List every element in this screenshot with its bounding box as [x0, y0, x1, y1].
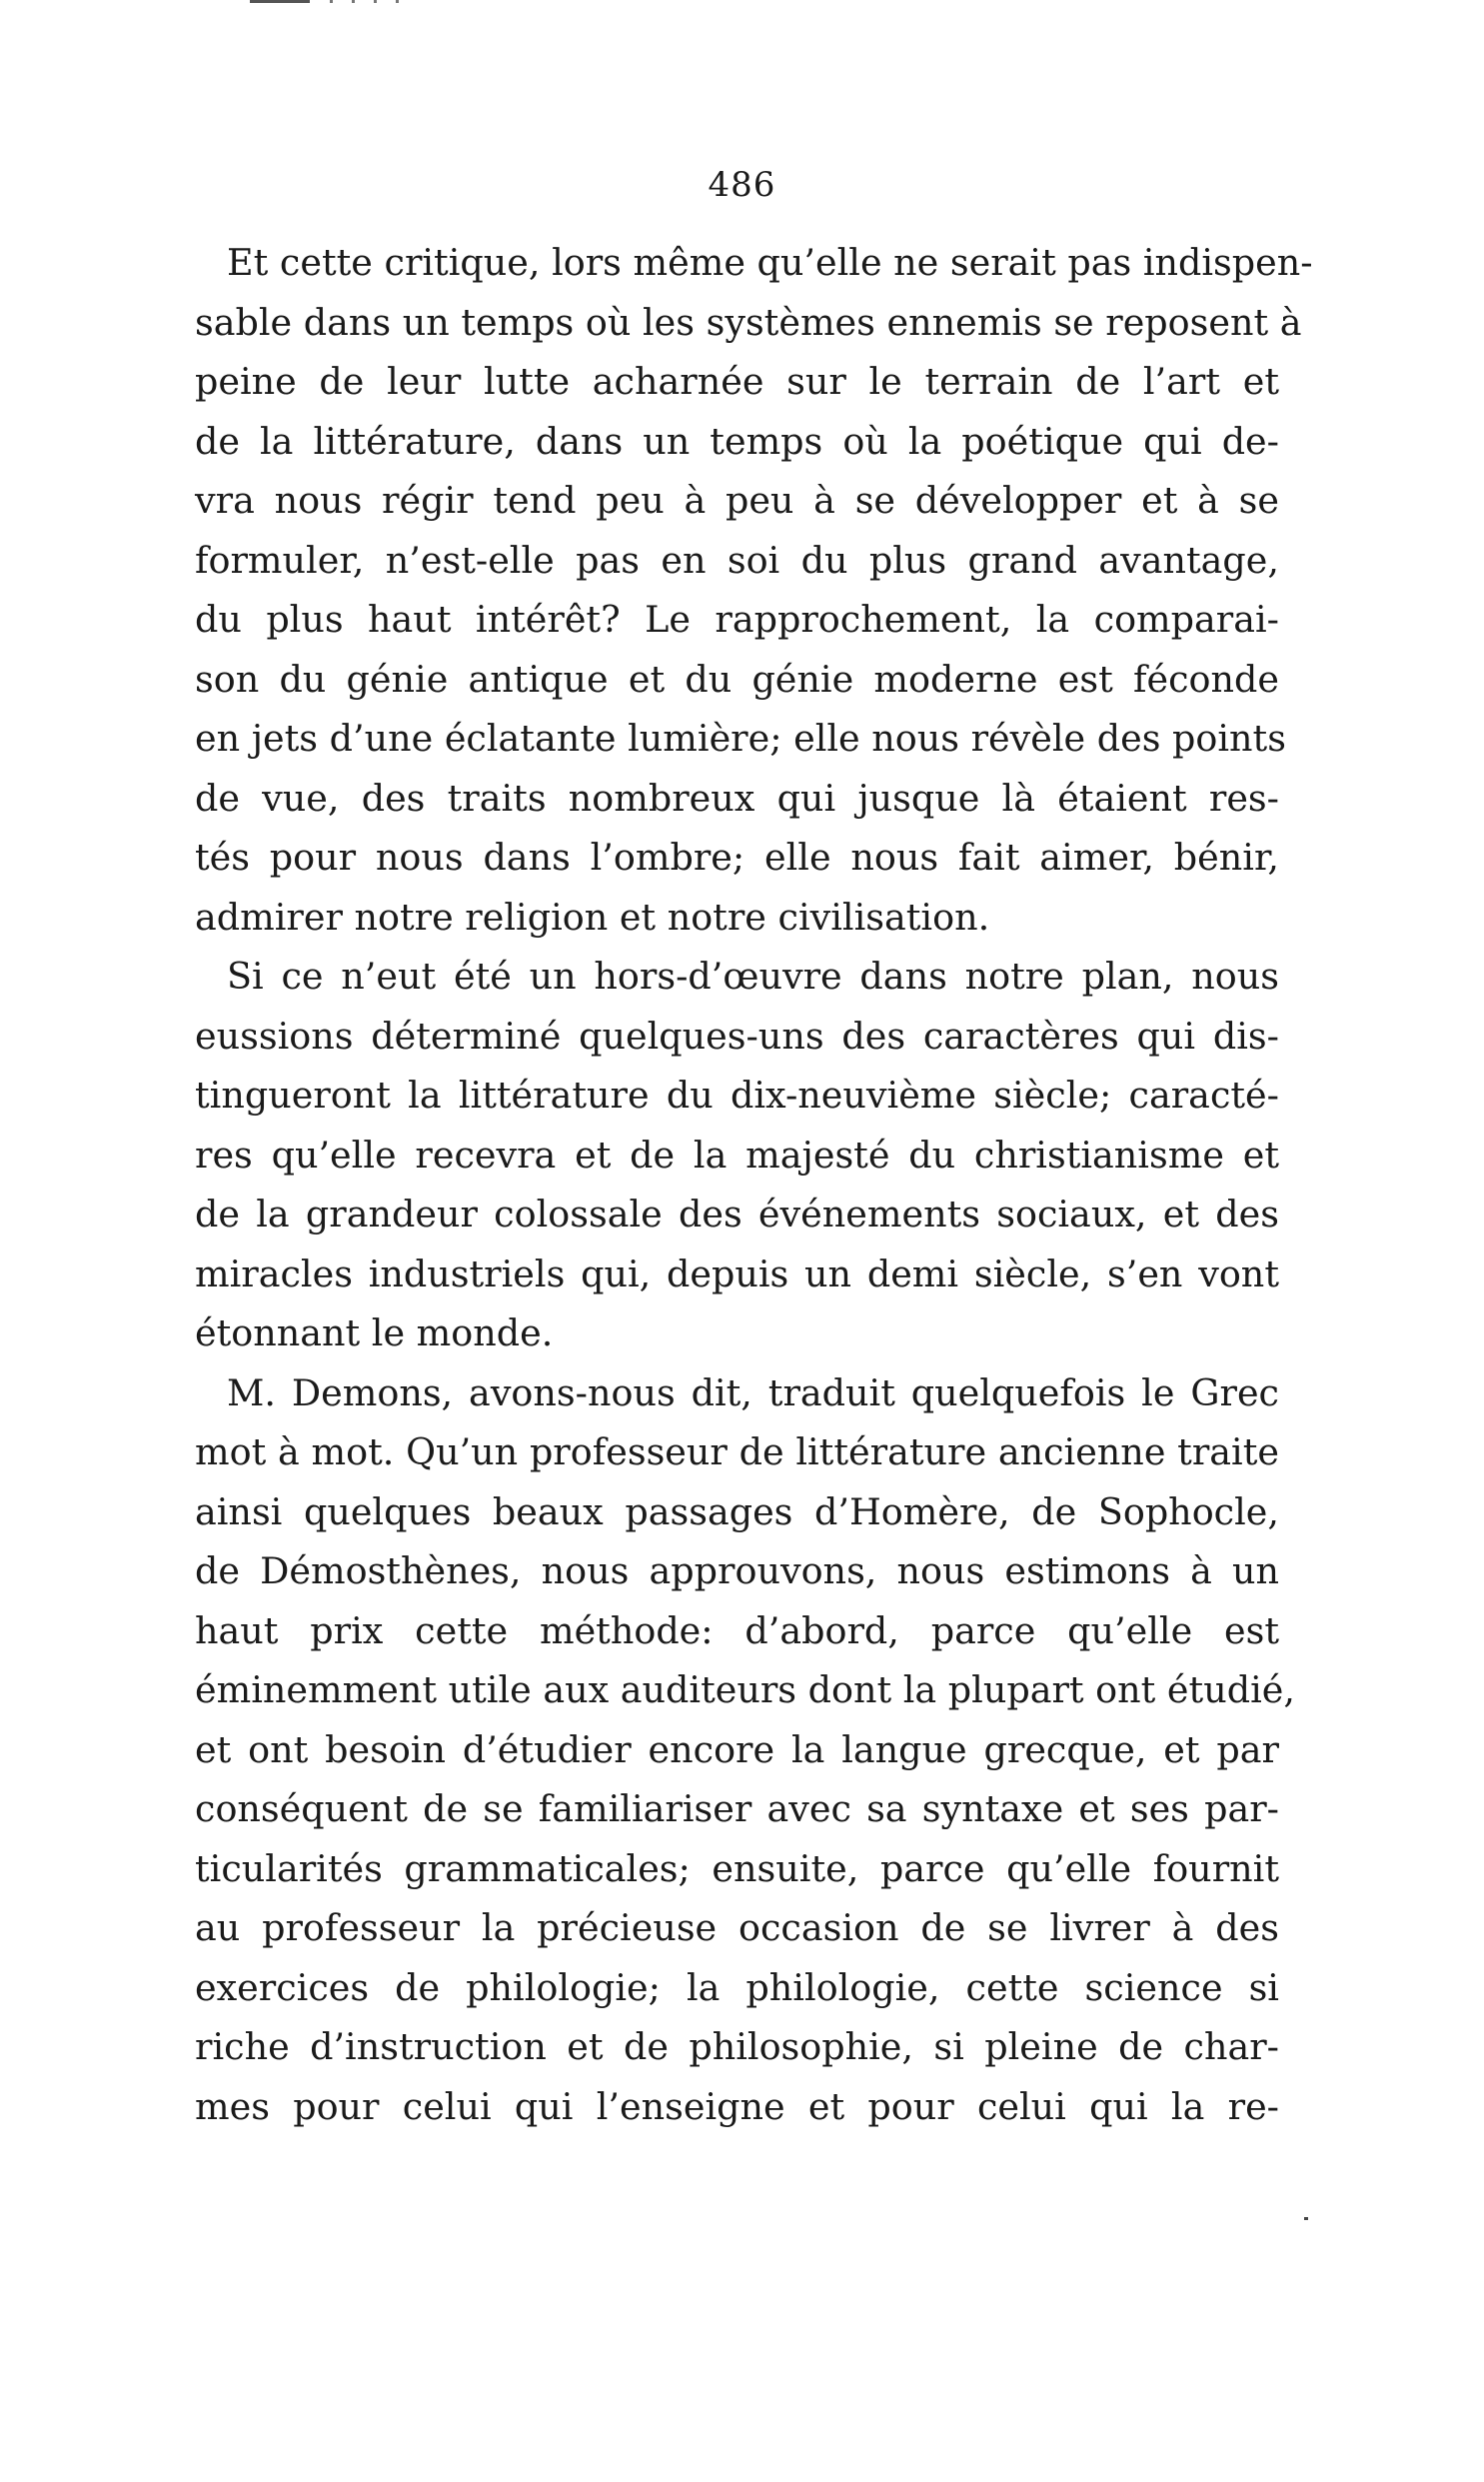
text-line: ainsi quelques beaux passages d’Homère, de Sophocle,	[195, 1489, 1279, 1533]
text-line: miracles industriels qui, depuis un demi siècle, s’en vont	[195, 1251, 1279, 1295]
text-line: tés pour nous dans l’ombre; elle nous fait aimer, bénir,	[195, 836, 1279, 879]
text-line: de la littérature, dans un temps où la poétique qui de-	[195, 419, 1279, 463]
text-line: au professeur la précieuse occasion de se livrer à des	[195, 1906, 1279, 1949]
text-line: mot à mot. Qu’un professeur de littérature ancienne traite	[195, 1430, 1279, 1473]
text-line: son du génie antique et du génie moderne est féconde	[195, 657, 1279, 701]
text-line: admirer notre religion et notre civilisation.	[195, 895, 990, 939]
text-line: haut prix cette méthode: d’abord, parce qu’elle est	[195, 1608, 1279, 1652]
text-line: éminemment utile aux auditeurs dont la plupart ont étudié,	[195, 1668, 1295, 1711]
text-line: tingueront la littérature du dix-neuvième siècle; caracté-	[195, 1074, 1279, 1117]
stray-ink-mark	[1304, 2217, 1308, 2220]
text-line: exercices de philologie; la philologie, cette science si	[195, 1965, 1279, 2009]
text-line: Et cette critique, lors même qu’elle ne serait pas indispen-	[227, 241, 1313, 284]
top-edge-dots	[330, 0, 410, 3]
text-line: res qu’elle recevra et de la majesté du christianisme et	[195, 1133, 1279, 1177]
text-line: mes pour celui qui l’enseigne et pour celui qui la re-	[195, 2084, 1279, 2128]
text-line: Si ce n’eut été un hors-d’œuvre dans notre plan, nous	[227, 955, 1279, 998]
text-line: riche d’instruction et de philosophie, si pleine de char-	[195, 2025, 1279, 2068]
text-line: et ont besoin d’étudier encore la langue grecque, et par	[195, 1727, 1279, 1771]
text-line: formuler, n’est-elle pas en soi du plus grand avantage,	[195, 538, 1279, 582]
body-text	[195, 233, 1313, 2136]
text-line: étonnant le monde.	[195, 1311, 554, 1354]
text-line: en jets d’une éclatante lumière; elle nous révèle des points	[195, 717, 1286, 760]
text-line: conséquent de se familiariser avec sa syntaxe et ses par-	[195, 1787, 1279, 1830]
text-line: peine de leur lutte acharnée sur le terrain de l’art et	[195, 360, 1279, 403]
text-line: du plus haut intérêt? Le rapprochement, la comparai-	[195, 598, 1279, 641]
text-line: eussions déterminé quelques-uns des caractères qui dis-	[195, 1014, 1279, 1058]
top-edge-rule	[250, 0, 310, 3]
text-line: de vue, des traits nombreux qui jusque là étaient res-	[195, 776, 1279, 820]
text-line: ticularités grammaticales; ensuite, parce qu’elle fournit	[195, 1846, 1279, 1890]
text-line: sable dans un temps où les systèmes ennemis se reposent à	[195, 300, 1302, 344]
page-number: 486	[708, 165, 776, 205]
text-line: de Démosthènes, nous approuvons, nous estimons à un	[195, 1549, 1279, 1592]
text-line: M. Demons, avons-nous dit, traduit quelquefois le Grec	[227, 1370, 1279, 1414]
text-line: de la grandeur colossale des événements sociaux, et des	[195, 1193, 1279, 1236]
text-line: vra nous régir tend peu à peu à se développer et à se	[195, 479, 1279, 522]
